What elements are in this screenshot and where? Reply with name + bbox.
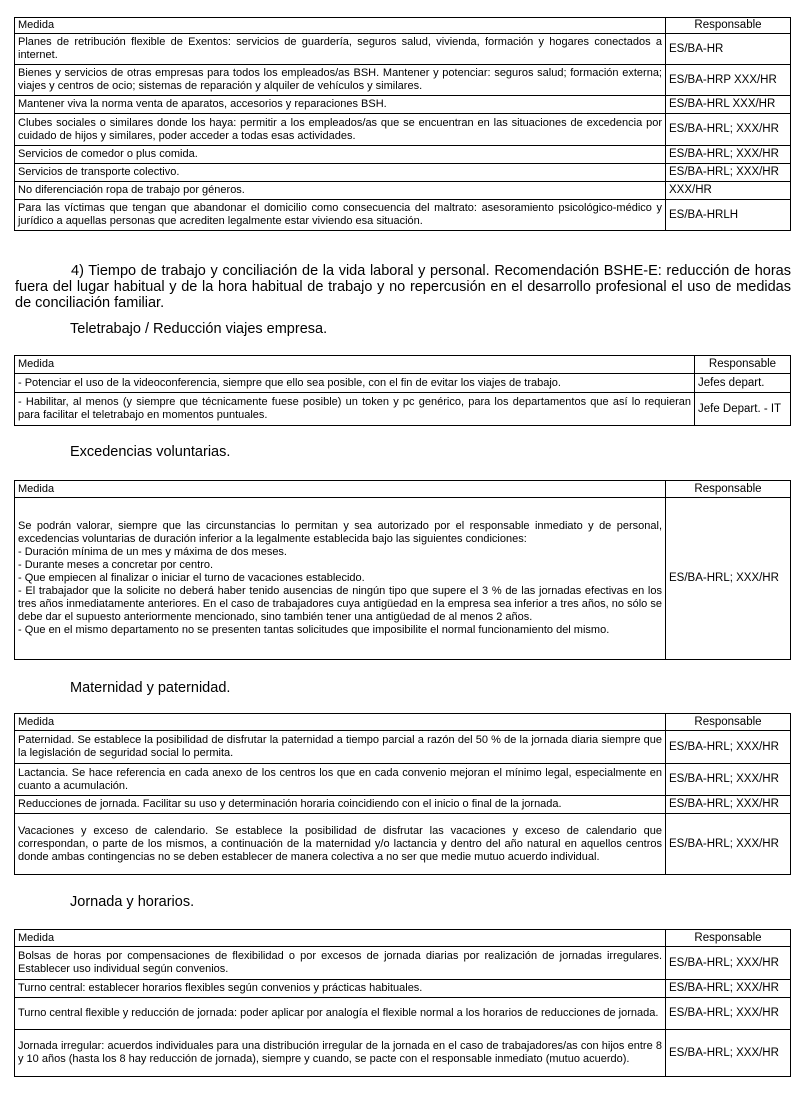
medida-cell: Reducciones de jornada. Facilitar su uso y determinación horaria coincidiendo con el inicio o final de la jornada. — [15, 796, 666, 814]
table-row — [15, 796, 791, 814]
responsable-cell: XXX/HR — [666, 182, 791, 200]
medida-cell: Servicios de comedor o plus comida. — [15, 146, 666, 164]
table-header-row — [15, 356, 791, 374]
benefits-table — [14, 17, 791, 231]
responsable-cell: ES/BA-HRL; XXX/HR — [666, 947, 791, 980]
responsable-cell: ES/BA-HRL; XXX/HR — [666, 1030, 791, 1077]
responsable-cell: ES/BA-HRL; XXX/HR — [666, 998, 791, 1030]
responsable-cell: ES/BA-HRL; XXX/HR — [666, 814, 791, 875]
section-4-text: 4) Tiempo de trabajo y conciliación de la vida laboral y personal. Recomendación BSHE-E: reducción de horas fuera del lugar habitual y de la hora habitual de trabajo y no repercusión en el desarrollo profesional el uso de medidas de conciliación familiar. — [15, 263, 791, 311]
responsable-cell: ES/BA-HRL; XXX/HR — [666, 731, 791, 764]
column-header-responsable: Responsable — [695, 356, 791, 374]
table-row — [15, 998, 791, 1030]
medida-cell: Lactancia. Se hace referencia en cada anexo de los centros los que en cada convenio mejoran el mínimo legal, especialmente en cuanto a acumulación. — [15, 764, 666, 796]
table-row — [15, 1030, 791, 1077]
medida-cell: Mantener viva la norma venta de aparatos, accesorios y reparaciones BSH. — [15, 96, 666, 114]
medida-cell: Bienes y servicios de otras empresas para todos los empleados/as BSH. Mantener y potenciar: seguros salud; formación externa; viajes y centros de ocio; sistemas de reparación y alquiler de vehículos y similares. — [15, 65, 666, 96]
column-header-medida: Medida — [15, 18, 666, 34]
excedencias-condition: - Que en el mismo departamento no se presenten tantas solicitudes que imposibilite el normal funcionamiento del mismo. — [18, 624, 610, 636]
responsable-cell: Jefes depart. — [695, 374, 791, 393]
table-row — [15, 164, 791, 182]
medida-cell: Turno central flexible y reducción de jornada: poder aplicar por analogía el flexible normal a los horarios de reducciones de jornada. — [15, 998, 666, 1030]
column-header-medida: Medida — [15, 481, 666, 498]
table-row — [15, 498, 791, 660]
table-row — [15, 731, 791, 764]
table-header-row — [15, 714, 791, 731]
table-row — [15, 947, 791, 980]
medida-cell — [15, 498, 666, 660]
medida-cell: No diferenciación ropa de trabajo por géneros. — [15, 182, 666, 200]
jornada-heading: Jornada y horarios. — [70, 894, 195, 910]
responsable-cell: ES/BA-HRLH — [666, 200, 791, 231]
table-header-row — [15, 18, 791, 34]
column-header-responsable: Responsable — [666, 714, 791, 731]
responsable-cell: ES/BA-HRL; XXX/HR — [666, 498, 791, 660]
responsable-cell: ES/BA-HRL; XXX/HR — [666, 146, 791, 164]
table-row — [15, 34, 791, 65]
excedencias-intro: Se podrán valorar, siempre que las circunstancias lo permitan y sea autorizado por el responsable inmediato y de personal, excedencias voluntarias de duración inferior a la legalmente establecida bajo las siguientes condiciones: — [18, 520, 662, 545]
responsable-cell: ES/BA-HRL; XXX/HR — [666, 114, 791, 146]
teletrabajo-heading: Teletrabajo / Reducción viajes empresa. — [70, 321, 328, 337]
table-row — [15, 182, 791, 200]
table-row — [15, 146, 791, 164]
column-header-responsable: Responsable — [666, 481, 791, 498]
medida-cell: Paternidad. Se establece la posibilidad de disfrutar la paternidad a tiempo parcial a razón del 50 % de la jornada diaria siempre que la legislación de seguridad social lo permita. — [15, 731, 666, 764]
excedencias-heading: Excedencias voluntarias. — [70, 444, 231, 460]
medida-cell: Para las víctimas que tengan que abandonar el domicilio como consecuencia del maltrato: asesoramiento psicológico-médico y jurídico a aquellas personas que acrediten legalmente estar viviendo esa situación. — [15, 200, 666, 231]
table-row — [15, 980, 791, 998]
column-header-medida: Medida — [15, 714, 666, 731]
column-header-medida: Medida — [15, 930, 666, 947]
medida-cell: Vacaciones y exceso de calendario. Se establece la posibilidad de disfrutar las vacaciones y exceso de calendario que correspondan, o parte de los mismos, a continuación de la maternidad y/o lactancia y dentro del año natural en aquellos centros donde ambas contingencias no se deben establecer de manera colectiva a no ser que medie mutuo acuerdo individual. — [15, 814, 666, 875]
medida-cell: - Potenciar el uso de la videoconferencia, siempre que ello sea posible, con el fin de evitar los viajes de trabajo. — [15, 374, 695, 393]
table-row — [15, 200, 791, 231]
medida-cell: Servicios de transporte colectivo. — [15, 164, 666, 182]
table-row — [15, 764, 791, 796]
excedencias-condition: - El trabajador que la solicite no deberá haber tenido ausencias de ningún tipo que supere el 3 % de las jornadas efectivas en los tres años inmediatamente anteriores. En el caso de trabajadores cuya antigüedad en la empresa sea inferior a tres años, no sólo se debe dar el supuesto anteriormente mencionado, sino también tener una antigüedad de al menos 2 años. — [18, 585, 662, 623]
jornada-table — [14, 929, 791, 1077]
section-4-paragraph — [15, 263, 791, 311]
medida-cell: Turno central: establecer horarios flexibles según convenios y prácticas habituales. — [15, 980, 666, 998]
responsable-cell: ES/BA-HRL; XXX/HR — [666, 796, 791, 814]
column-header-responsable: Responsable — [666, 930, 791, 947]
responsable-cell: ES/BA-HR — [666, 34, 791, 65]
responsable-cell: ES/BA-HRP XXX/HR — [666, 65, 791, 96]
table-header-row — [15, 930, 791, 947]
excedencias-table — [14, 480, 791, 660]
responsable-cell: ES/BA-HRL; XXX/HR — [666, 164, 791, 182]
medida-cell: - Habilitar, al menos (y siempre que técnicamente fuese posible) un token y pc genérico, para los departamentos que así lo requieran para facilitar el teletrabajo en momentos puntuales. — [15, 393, 695, 426]
medida-cell: Planes de retribución flexible de Exentos: servicios de guardería, seguros salud, vivienda, formación y hogares conectados a internet. — [15, 34, 666, 65]
table-row — [15, 65, 791, 96]
column-header-medida: Medida — [15, 356, 695, 374]
medida-cell: Bolsas de horas por compensaciones de flexibilidad o por excesos de jornada diarias por realización de jornadas irregulares. Establecer uso individual según convenios. — [15, 947, 666, 980]
column-header-responsable: Responsable — [666, 18, 791, 34]
medida-cell: Jornada irregular: acuerdos individuales para una distribución irregular de la jornada en el caso de trabajadores/as con hijos entre 8 y 10 años (hasta los 8 hay reducción de jornada), siempre y cuando, se pacte con el responsable inmediato (mutuo acuerdo). — [15, 1030, 666, 1077]
table-row — [15, 393, 791, 426]
teletrabajo-table — [14, 355, 791, 426]
table-header-row — [15, 481, 791, 498]
excedencias-condition: - Que empiecen al finalizar o iniciar el turno de vacaciones establecido. — [18, 572, 365, 584]
table-row — [15, 814, 791, 875]
responsable-cell: ES/BA-HRL; XXX/HR — [666, 764, 791, 796]
excedencias-condition: - Duración mínima de un mes y máxima de dos meses. — [18, 546, 287, 558]
table-row — [15, 114, 791, 146]
table-row — [15, 96, 791, 114]
responsable-cell: Jefe Depart. - IT — [695, 393, 791, 426]
maternidad-heading: Maternidad y paternidad. — [70, 680, 231, 696]
responsable-cell: ES/BA-HRL; XXX/HR — [666, 980, 791, 998]
responsable-cell: ES/BA-HRL XXX/HR — [666, 96, 791, 114]
table-row — [15, 374, 791, 393]
excedencias-condition: - Durante meses a concretar por centro. — [18, 559, 214, 571]
medida-cell: Clubes sociales o similares donde los haya: permitir a los empleados/as que se encuentran en las situaciones de excedencia por cuidado de hijos y similares, poder acceder a todas esas actividades. — [15, 114, 666, 146]
maternidad-table — [14, 713, 791, 875]
